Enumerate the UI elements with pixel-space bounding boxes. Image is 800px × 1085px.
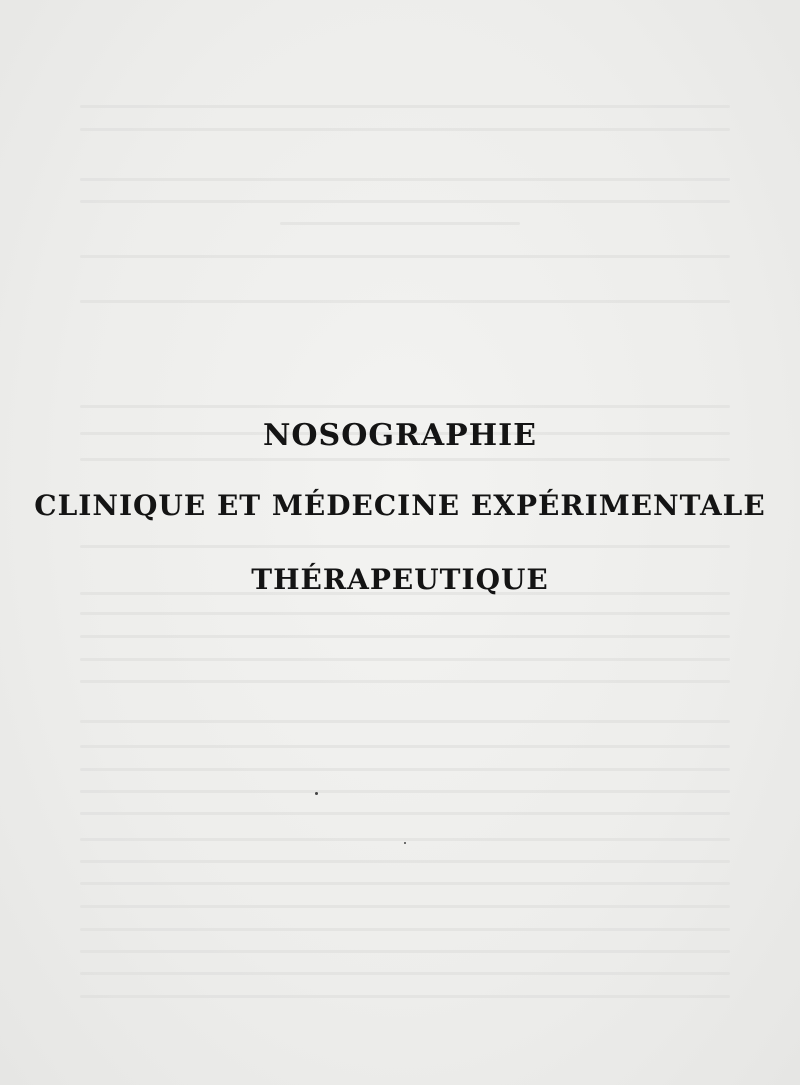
ink-speck [315,792,318,795]
title-line-3: THÉRAPEUTIQUE [251,563,549,596]
ink-speck [404,842,406,844]
title-line-2: CLINIQUE ET MÉDECINE EXPÉRIMENTALE [34,489,766,522]
title-line-1: NOSOGRAPHIE [263,418,537,453]
